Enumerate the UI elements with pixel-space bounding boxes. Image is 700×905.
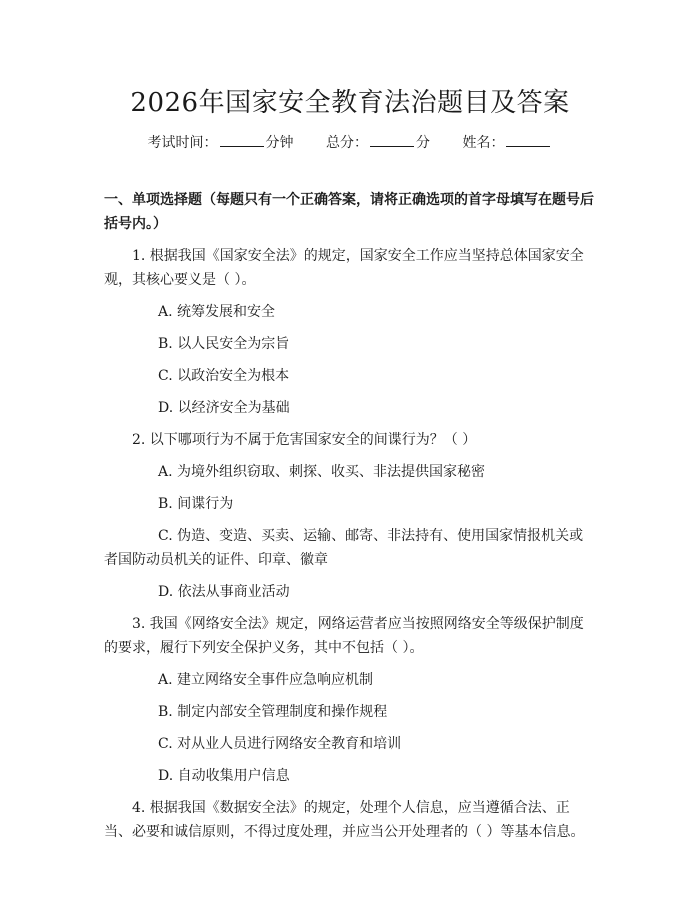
question-3-option-d: D. 自动收集用户信息 (158, 768, 290, 784)
exam-time-label: 考试时间： (147, 135, 218, 151)
exam-content (104, 188, 596, 852)
question-3: 3. 我国《网络安全法》规定，网络运营者应当按照网络安全等级保护制度的要求，履行下列安全保护义务，其中不包括（ ）。 (104, 616, 584, 656)
total-score-blank[interactable] (370, 134, 414, 147)
exam-time-unit: 分钟 (265, 135, 294, 151)
exam-time-field (148, 132, 294, 152)
question-3-option-b: B. 制定内部安全管理制度和操作规程 (158, 704, 388, 720)
exam-info (0, 132, 700, 152)
question-1-option-d: D. 以经济安全为基础 (158, 400, 290, 416)
question-3-option-c: C. 对从业人员进行网络安全教育和培训 (158, 736, 402, 752)
question-4: 4. 根据我国《数据安全法》的规定，处理个人信息，应当遵循合法、正当、必要和诚信原则，不得过度处理，并应当公开处理者的（ ）等基本信息。 (104, 800, 585, 840)
question-2-option-a: A. 为境外组织窃取、刺探、收买、非法提供国家秘密 (158, 464, 486, 480)
total-score-field (326, 132, 430, 152)
question-1: 1. 根据我国《国家安全法》的规定，国家安全工作应当坚持总体国家安全观，其核心要义是（ ）。 (104, 248, 584, 288)
total-score-unit: 分 (416, 135, 430, 151)
exam-time-blank[interactable] (220, 134, 264, 147)
section-heading: 一、单项选择题（每题只有一个正确答案，请将正确选项的首字母填写在题号后括号内。） (104, 192, 594, 232)
page-title: 2026年国家安全教育法治题目及答案 (130, 88, 570, 118)
name-label: 姓名： (462, 135, 505, 151)
name-blank[interactable] (506, 134, 550, 147)
question-2-option-c: C. 伪造、变造、买卖、运输、邮寄、非法持有、使用国家情报机关或者国防动员机关的证件、印章、徽章 (104, 528, 584, 568)
question-1-option-b: B. 以人民安全为宗旨 (158, 336, 290, 352)
name-field (462, 132, 552, 152)
total-score-label: 总分： (326, 135, 368, 151)
question-3-option-a: A. 建立网络安全事件应急响应机制 (158, 672, 374, 688)
question-2-option-b: B. 间谍行为 (158, 496, 234, 512)
question-1-option-a: A. 统筹发展和安全 (158, 304, 276, 320)
question-1-option-c: C. 以政治安全为根本 (158, 368, 290, 384)
question-2-option-d: D. 依法从事商业活动 (158, 584, 290, 600)
question-2: 2. 以下哪项行为不属于危害国家安全的间谍行为？（ ） (132, 432, 477, 448)
